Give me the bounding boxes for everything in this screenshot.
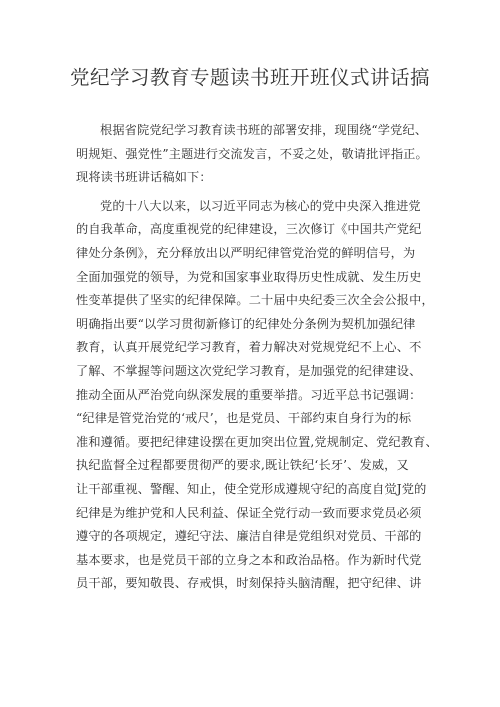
paragraph-2-line-13: 让干部重视、警醒、知止，使全党形成遵规守纪的高度自觉J党的 xyxy=(76,481,427,496)
paragraph-2-line-12: 执纪监督全过程都要贯彻严的要求,既让铁纪‘长牙’、发威，又 xyxy=(76,458,409,473)
paragraph-2-line-16: 基本要求，也是党员干部的立身之本和政治品格。作为新时代党 xyxy=(76,552,422,567)
paragraph-2-line-5: 性变革提供了坚实的纪律保障。二十届中央纪委三次全会公报中， xyxy=(76,293,434,308)
paragraph-2-line-10: “纪律是管党治党的‘戒尺’，也是党员、干部约束自身行为的标 xyxy=(76,411,412,426)
paragraph-2-line-4: 全面加强党的领导，为党和国家事业取得历史性成就、发生历史 xyxy=(76,269,422,284)
paragraph-1-line-2: 明规矩、强党性”主题进行交流发言，不妥之处，敬请批评指正。 xyxy=(76,146,428,161)
paragraph-2-line-3: 律处分条例》，充分释放出以严明纪律管党治党的鲜明信号，为 xyxy=(76,245,416,260)
paragraph-2-line-1: 党的十八大以来，以习近平同志为核心的党中央深入推进党 xyxy=(100,198,421,213)
paragraph-2-line-6: 明确指出要“以学习贯彻新修订的纪律处分条例为契机加强纪律 xyxy=(76,316,416,331)
paragraph-2-line-11: 准和遵循。要把纪律建设摆在更加突出位置,党规制定、党纪教育、 xyxy=(76,434,438,449)
paragraph-2-line-7: 教育，认真开展党纪学习教育，着力解决对党规党纪不上心、不 xyxy=(76,340,422,355)
document-body xyxy=(76,119,436,596)
paragraph-2-line-15: 遵守的各项规定，遵纪守法、廉洁自律是党组织对党员、干部的 xyxy=(76,529,422,544)
paragraph-2-line-8: 了解、不掌握等问题这次党纪学习教育，是加强党的纪律建设、 xyxy=(76,363,422,378)
paragraph-1-line-3: 现将读书班讲话稿如下： xyxy=(76,170,212,185)
document-title: 党纪学习教育专题读书班开班仪式讲话搞 xyxy=(69,66,430,89)
paragraph-2-line-17: 员干部，要知敬畏、存戒惧，时刻保持头脑清醒，把守纪律、讲 xyxy=(76,576,422,591)
paragraph-2-line-14: 纪律是为维护党和人民利益、保证全党行动一致而要求党员必须 xyxy=(76,505,422,520)
paragraph-1-line-1: 根据省院党纪学习教育读书班的部署安排，现围绕“学党纪、 xyxy=(100,123,428,137)
paragraph-2-line-2: 的自我革命，高度重视党的纪律建设，三次修订《中国共产党纪 xyxy=(76,222,422,237)
paragraph-2-line-9: 推动全面从严治党向纵深发展的重要举措。习近平总书记强调： xyxy=(76,387,422,402)
